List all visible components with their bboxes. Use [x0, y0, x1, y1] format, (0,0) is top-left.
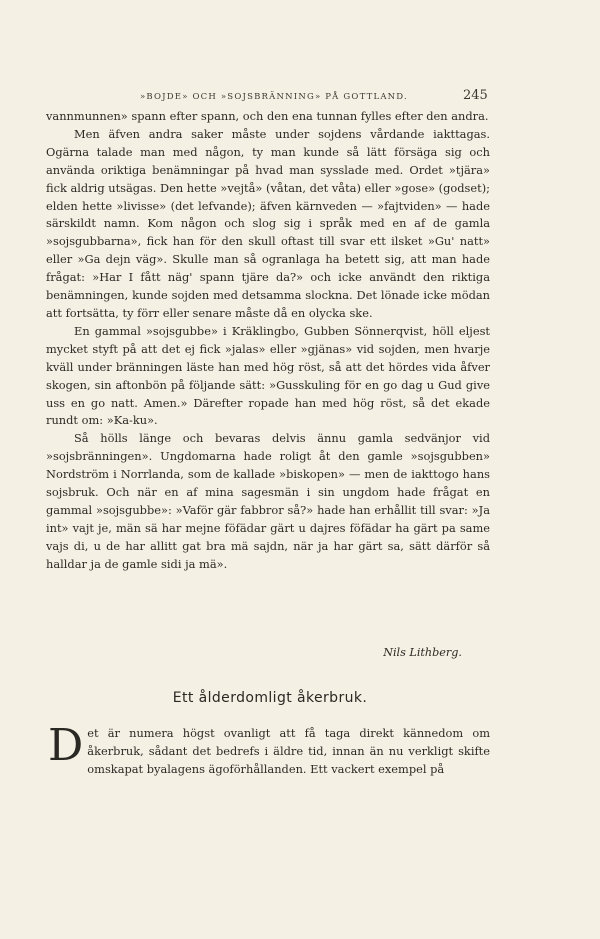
section-paragraph-text: et är numera högst ovanligt att få taga direkt kännedom om åkerbruk, sådant det bedrefs i äldre tid, innan än nu verkligt skifte omskapat byalagens ägoförhållanden. Ett vackert exempel på — [87, 726, 490, 776]
paragraph: Så hölls länge och bevaras delvis ännu gamla sedvänjor vid »sojsbränningen». Ungdomarna hade roligt åt den gamle »sojsgubben» Nordström i Norrlanda, som de kallade »biskopen» — men de iakttogo hans sojsbruk. Och när en af mina sagesmän i sin ungdom hade frågat en gammal »sojsgubbe»: »Vaför gär fabbror så?» hade han erhållit till svar: »Ja int» vajt je, män sä har mejne föfädar gärt u dajres föfädar ha gärt pa same vajs di, u de har allitt gat bra mä sajdn, när ja har gärt sa, sätt därför så halldar ja de gamle sidi ja mä». — [46, 431, 490, 571]
article-body — [46, 108, 490, 574]
section-body — [46, 720, 490, 779]
drop-cap: D — [48, 720, 84, 771]
author-signature: Nils Lithberg. — [383, 646, 462, 659]
paragraph-continuation: vannmunnen» spann efter spann, och den ena tunnan fylles efter den andra. — [46, 109, 489, 123]
section-paragraph — [46, 720, 490, 779]
running-title: »BOJDE» OCH »SOJSBRÄNNING» PÅ GOTTLAND. — [140, 92, 408, 102]
paragraph: En gammal »sojsgubbe» i Kräklingbo, Gubben Sönnerqvist, höll eljest mycket styft på att det ej fick »jalas» eller »gjänas» vid sojden, men hvarje kväll under bränningen läste han med hög röst, så att det hördes vida åfver skogen, sin aftonbön på följande sätt: »Gusskuling för en go dag u Gud give uss en go natt. Amen.» Därefter ropade han med hög röst, så det ekade rundt om: »Ka-ku». — [46, 323, 490, 428]
page-number: 245 — [463, 88, 488, 103]
paragraph: Men äfven andra saker måste under sojdens vårdande iakttagas. Ogärna talade man med någon, ty man kunde så lätt försäga sig och använda oriktiga benämningar på hvad man sysslade med. Ordet »tjära» fick aldrig utsägas. Den hette »vejtå» (våtan, det våta) eller »gose» (godset); elden hette »livisse» (det lefvande); äfven kärnveden — »fajtviden» — hade särskildt namn. Kom någon och slog sig i språk med en af de gamla »sojsgubbarna», fick han för den skull oftast till svar ett ilsket »Gu' natt» eller »Ga dejn väg». Skulle man så ogranlaga ha betett sig, att man hade frågat: »Har I fått näg' spann tjäre da?» och icke användt den riktiga benämningen, kunde sojden med detsamma slockna. Det lönade icke mödan att fortsätta, ty förr eller senare måste då en olycka ske. — [46, 126, 490, 320]
section-heading: Ett ålderdomligt åkerbruk. — [172, 690, 368, 706]
running-head — [0, 88, 600, 108]
